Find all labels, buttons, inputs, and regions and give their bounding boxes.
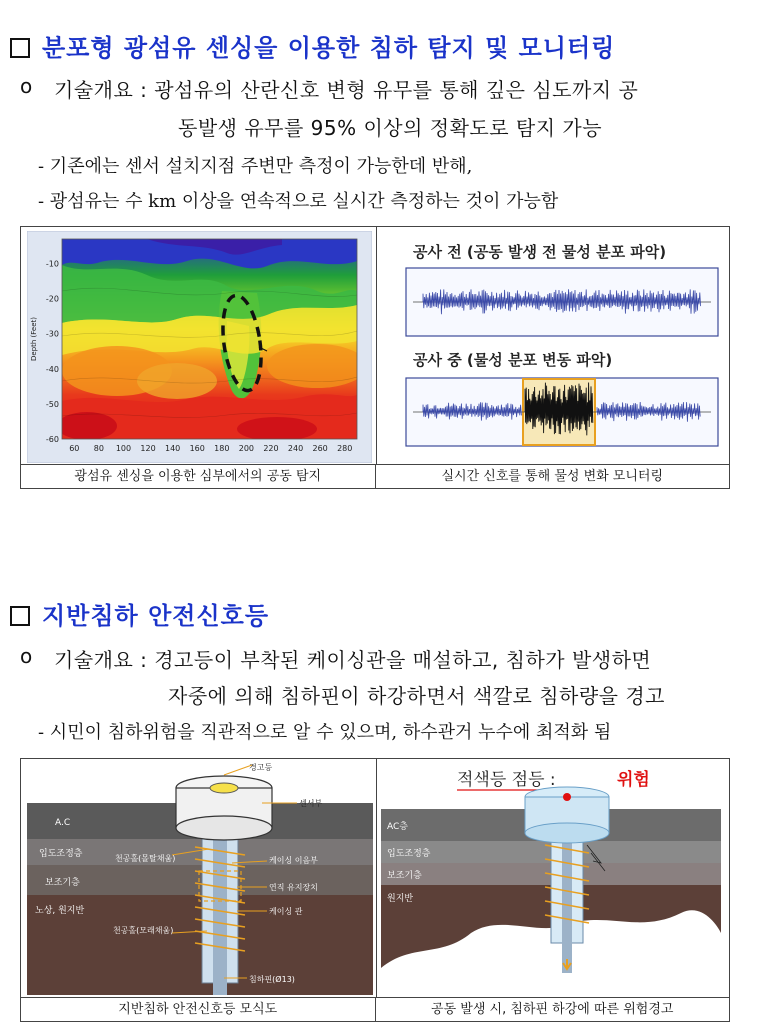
figure1-divider: [376, 227, 377, 464]
heatmap-x-tick: 100: [115, 444, 132, 453]
layer-subbase: 보조기층: [45, 878, 80, 888]
label-casing-joint: 케이싱 이음부: [269, 856, 318, 865]
layer-grading: 입도조정층: [39, 849, 83, 859]
heatmap-x-tick: 180: [214, 444, 230, 453]
figure2-captions: [21, 997, 729, 1021]
heatmap-y-tick: -10: [45, 259, 59, 269]
label-settlement-pin: 침하핀(Ø13): [249, 975, 295, 984]
section2-heading: [10, 596, 269, 631]
section1-checkbox-icon: [10, 38, 30, 58]
section2-overview-line2: 자중에 의해 침하핀이 하강하면서 색깔로 침하량을 경고: [168, 684, 666, 708]
figure2-right-caption: 공동 발생 시, 침하핀 하강에 따른 위험경고: [375, 998, 730, 1021]
label-vertical-holder: 연직 유지장치: [269, 883, 318, 892]
label-borehole-sand: 천공홀(모래채움): [113, 926, 174, 935]
section2-sub1: - 시민이 침하위험을 직관적으로 알 수 있으며, 하수관거 누수에 최적화 됨: [38, 722, 612, 743]
right-layer-grading: 입도조정층: [387, 849, 431, 859]
signal-panel: [381, 231, 725, 463]
heatmap-x-tick: 80: [93, 444, 104, 453]
right-layer-subgrade: 원지반: [387, 894, 414, 904]
section2-overview-marker: o: [20, 644, 33, 668]
signal-during-title: 공사 중 (물성 분포 변동 파악): [413, 351, 613, 369]
layer-subgrade: 노상, 원지반: [35, 906, 85, 916]
heatmap-x-tick: 200: [238, 444, 255, 453]
section2-overview-line1: 기술개요 : 경고등이 부착된 케이싱관을 매설하고, 침하가 발생하면: [54, 648, 652, 672]
figure2-left-caption: 지반침하 안전신호등 모식도: [118, 1002, 278, 1017]
signal-during-waveform: [405, 377, 719, 447]
heatmap-x-tick: 60: [69, 444, 80, 453]
signal-before-waveform: [405, 267, 719, 337]
right-layer-subbase: 보조기층: [387, 871, 422, 881]
safety-signal-schematic: [27, 763, 373, 995]
figure2-divider: [376, 759, 377, 997]
danger-title-alert: 위험: [617, 770, 650, 790]
heatmap-y-tick: -30: [45, 329, 59, 339]
signal-before-title: 공사 전 (공동 발생 전 물성 분포 파악): [413, 243, 667, 261]
danger-warning-schematic: [381, 763, 727, 995]
label-borehole-mortar: 천공홀(몰탈채움): [115, 854, 176, 863]
heatmap-x-tick: 280: [337, 444, 353, 453]
layer-ac: A.C: [55, 818, 71, 828]
section2-checkbox-icon: [10, 606, 30, 626]
heatmap-x-tick: 120: [140, 444, 156, 453]
section1-sub1: - 기존에는 센서 설치지점 주변만 측정이 가능한데 반해,: [38, 156, 473, 177]
figure1-right-caption: 실시간 신호를 통해 물성 변화 모니터링: [375, 465, 730, 488]
heatmap-y-tick: -20: [45, 294, 59, 304]
danger-title-prefix: 적색등 점등 :: [457, 770, 556, 790]
heatmap-x-tick: 240: [287, 444, 304, 453]
heatmap-x-tick: 220: [263, 444, 279, 453]
section1-overview-line2: 동발생 유무를 95% 이상의 정확도로 탐지 가능: [178, 116, 603, 140]
figure1-captions: [21, 464, 729, 488]
heatmap-y-tick: -40: [45, 364, 59, 374]
cavity-heatmap-chart: [27, 231, 372, 463]
section1-overview-marker: o: [20, 74, 33, 98]
heatmap-x-tick: 260: [312, 444, 328, 453]
section1-figure: [20, 226, 730, 489]
label-casing-pipe: 케이싱 관: [269, 907, 303, 916]
heatmap-x-tick: 160: [189, 444, 205, 453]
figure1-left-caption: 광섬유 센싱을 이용한 심부에서의 공동 탐지: [74, 469, 322, 484]
label-sensor-unit: 센서부: [299, 799, 323, 808]
heatmap-ylabel: Depth (Feet): [30, 316, 38, 362]
section2-figure: [20, 758, 730, 1022]
label-warning-lamp: 경고등: [249, 763, 273, 772]
heatmap-y-tick: -50: [45, 399, 59, 409]
section1-heading: [10, 28, 615, 63]
section1-title: 분포형 광섬유 센싱을 이용한 침하 탐지 및 모니터링: [42, 34, 616, 62]
right-layer-ac: AC층: [387, 822, 408, 832]
section2-title: 지반침하 안전신호등: [42, 602, 270, 630]
heatmap-x-tick: 140: [164, 444, 181, 453]
section1-overview-line1: 기술개요 : 광섬유의 산란신호 변형 유무를 통해 깊은 심도까지 공: [54, 78, 639, 102]
heatmap-y-tick: -60: [45, 435, 59, 444]
section1-sub2: - 광섬유는 수 km 이상을 연속적으로 실시간 측정하는 것이 가능함: [38, 191, 559, 212]
